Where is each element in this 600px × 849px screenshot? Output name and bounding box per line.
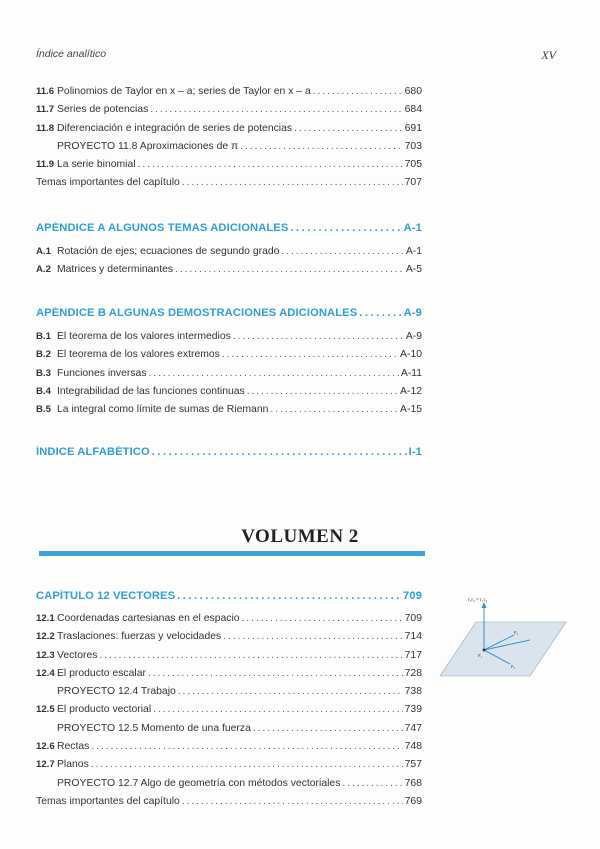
page-number: 703 (404, 140, 422, 152)
appendix-b-heading[interactable] (36, 307, 422, 327)
page-number: 705 (404, 159, 422, 171)
chapter-12-title: CAPÍTULO 12 VECTORES (36, 590, 176, 602)
toc-entry[interactable] (36, 796, 422, 814)
index-section (36, 446, 422, 466)
index-title: ÍNDICE ALFABÉTICO (36, 446, 150, 458)
toc-entry[interactable] (36, 686, 422, 704)
leader-dots (138, 159, 403, 170)
toc-entry[interactable] (36, 86, 422, 104)
appendix-a-heading[interactable] (36, 222, 422, 242)
section-number: A.2 (36, 264, 51, 276)
page-number: 714 (404, 631, 422, 643)
section-title: Matrices y determinantes (57, 264, 174, 276)
section-title: La integral como límite de sumas de Riemann (57, 404, 269, 416)
section-number: 11.7 (36, 104, 55, 116)
section-title: PROYECTO 12.5 Momento de una fuerza (57, 722, 251, 734)
toc-entry[interactable] (36, 723, 422, 741)
leader-dots (359, 307, 401, 319)
section-number: B.2 (36, 349, 51, 361)
leader-dots (153, 704, 403, 715)
leader-dots (242, 613, 403, 624)
chapter-12-section (36, 590, 422, 814)
appendix-b-entries (36, 331, 422, 422)
leader-dots (240, 141, 402, 152)
point-p1 (483, 649, 486, 652)
running-header-title: Índice analítico (36, 48, 107, 60)
section-number: B.3 (36, 367, 51, 379)
leader-dots (149, 368, 399, 379)
index-heading[interactable] (36, 446, 422, 466)
toc-entry[interactable] (36, 159, 422, 177)
page-number: 728 (404, 667, 422, 679)
toc-entry[interactable] (36, 123, 422, 141)
section-number: 12.1 (36, 613, 55, 624)
page-number: 707 (404, 177, 422, 189)
section-title: El producto escalar (57, 667, 146, 679)
section-title: Vectores (57, 649, 98, 661)
leader-dots (91, 759, 403, 770)
section-title: El teorema de los valores extremos (57, 349, 220, 361)
section-title: Rectas (57, 741, 90, 753)
leader-dots (270, 404, 398, 415)
section-title: El producto vectorial (57, 704, 152, 716)
toc-entry[interactable] (36, 386, 422, 404)
section-number: 12.7 (36, 759, 55, 771)
section-number: 11.9 (36, 159, 55, 171)
leader-dots (247, 386, 398, 397)
leader-dots (342, 778, 402, 789)
p3-label: P₃ (511, 664, 516, 669)
section-title: El teorema de los valores intermedios (57, 331, 231, 342)
appendix-a-title: APÉNDICE A ALGUNOS TEMAS ADICIONALES (36, 222, 289, 234)
leader-dots (175, 264, 404, 275)
page-number: A-10 (400, 349, 422, 361)
leader-dots (182, 177, 403, 188)
page-number: A-5 (405, 264, 422, 276)
leader-dots (281, 246, 403, 257)
toc-entry[interactable] (36, 141, 422, 159)
leader-dots (150, 104, 402, 115)
section-number: 12.4 (36, 667, 55, 679)
leader-dots (182, 796, 403, 807)
volume-divider-bar (39, 551, 425, 556)
section-title: Temas importantes del capítulo (36, 795, 180, 807)
appendix-a-section (36, 222, 422, 283)
section-title: Series de potencias (57, 104, 149, 116)
page-number: 684 (404, 104, 422, 116)
leader-dots (294, 123, 403, 134)
p1-label: P₁ (478, 653, 483, 658)
toc-entry[interactable] (36, 631, 422, 649)
section-title: Integrabilidad de las funciones continuas (57, 385, 245, 397)
section-title: Coordenadas cartesianas en el espacio (57, 613, 240, 624)
section-number: A.1 (36, 246, 51, 257)
section-title: Planos (57, 759, 89, 771)
toc-entry[interactable] (36, 704, 422, 722)
page-number: 757 (404, 759, 422, 771)
section-number: 12.3 (36, 649, 55, 661)
section-title: La serie binomial (57, 159, 136, 171)
section-title: Traslaciones: fuerzas y velocidades (57, 631, 222, 643)
section-number: 12.6 (36, 741, 55, 753)
p2-label: P₂ (514, 630, 519, 635)
section-number: B.1 (36, 331, 51, 342)
section-title: PROYECTO 12.4 Trabajo (57, 686, 176, 698)
toc-entry[interactable] (36, 331, 422, 349)
page-number: 739 (404, 704, 422, 716)
section-title: Funciones inversas (57, 367, 147, 379)
appendix-a-entries (36, 246, 422, 283)
page-number: 768 (404, 777, 422, 789)
section-title: PROYECTO 11.8 Aproximaciones de π (57, 140, 239, 152)
volume-title: VOLUMEN 2 (241, 526, 359, 547)
section-title: Diferenciación e integración de series de potencias (57, 122, 293, 134)
toc-entry[interactable] (36, 264, 422, 282)
section-title: Polinomios de Taylor en x – a; series de Taylor en x – a (57, 86, 311, 97)
leader-dots (91, 741, 402, 752)
page-number: 747 (404, 722, 422, 734)
leader-dots (178, 686, 403, 697)
cross-product-label: r₁r₂ × r₁r₃ (468, 598, 487, 603)
section-number: 12.5 (36, 704, 55, 716)
page-number: 691 (404, 122, 422, 134)
chapter-12-entries (36, 613, 422, 814)
leader-dots (233, 331, 404, 342)
page-number: A-11 (400, 367, 422, 379)
page-number: A-9 (405, 331, 422, 342)
section-number: B.5 (36, 404, 51, 416)
leader-dots (290, 222, 401, 234)
toc-entry[interactable] (36, 778, 422, 796)
appendix-b-section (36, 307, 422, 422)
leader-dots (222, 349, 398, 360)
index-page: I-1 (408, 446, 422, 458)
toc-entry[interactable] (36, 404, 422, 422)
toc-entry[interactable] (36, 368, 422, 386)
section-number: B.4 (36, 385, 51, 397)
page-number-roman: XV (541, 48, 556, 62)
leader-dots (177, 590, 401, 602)
toc-entry[interactable] (36, 741, 422, 759)
page-number: 717 (404, 649, 422, 661)
leader-dots (313, 86, 403, 97)
section-title: Temas importantes del capítulo (36, 177, 180, 189)
chapter-11-entries (36, 86, 422, 196)
appendix-b-title: APÉNDICE B ALGUNAS DEMOSTRACIONES ADICIONALES (36, 307, 358, 319)
leader-dots (152, 446, 407, 458)
page-number: A-1 (405, 246, 422, 257)
section-title: Rotación de ejes; ecuaciones de segundo grado (57, 246, 280, 257)
chapter-12-page: 709 (403, 590, 422, 602)
chapter-12-heading[interactable] (36, 590, 422, 610)
section-title: PROYECTO 12.7 Algo de geometría con métodos vectoriales (57, 777, 341, 789)
leader-dots (253, 723, 403, 734)
toc-entry[interactable] (36, 177, 422, 195)
toc-entry[interactable] (36, 104, 422, 122)
leader-dots (99, 650, 402, 661)
section-number: 11.8 (36, 122, 55, 134)
page-number: A-12 (400, 385, 422, 397)
page-number: 738 (404, 686, 422, 698)
page-number: 748 (404, 741, 422, 753)
section-number: 11.6 (36, 86, 55, 97)
appendix-a-page: A-1 (403, 222, 422, 234)
toc-entry[interactable] (36, 349, 422, 367)
toc-entry[interactable] (36, 613, 422, 631)
appendix-b-page: A-9 (403, 307, 422, 319)
section-number: 12.2 (36, 631, 55, 643)
leader-dots (148, 668, 403, 679)
toc-entry[interactable] (36, 246, 422, 264)
page-number: 680 (404, 86, 422, 97)
page-number: 709 (404, 613, 422, 624)
toc-entry[interactable] (36, 759, 422, 777)
toc-entry[interactable] (36, 650, 422, 668)
page-number: A-15 (400, 404, 422, 416)
leader-dots (223, 631, 402, 642)
toc-entry[interactable] (36, 668, 422, 686)
plane-vectors-figure (438, 594, 568, 684)
page-number: 769 (404, 795, 422, 807)
plane-shape (440, 622, 566, 676)
